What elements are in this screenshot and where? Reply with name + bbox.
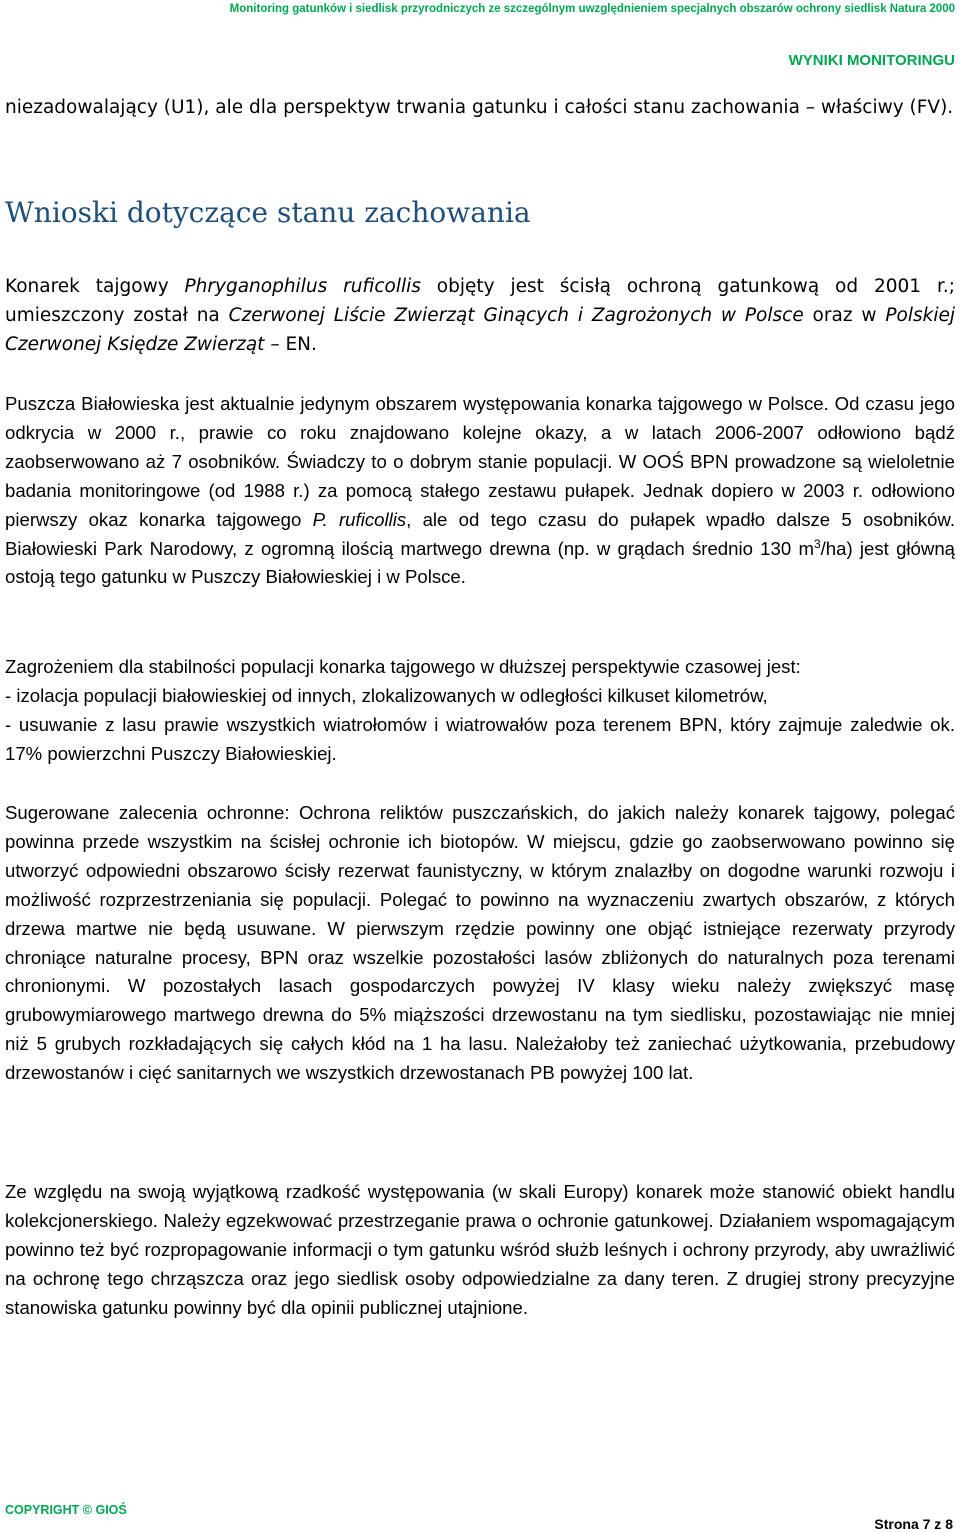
trade-text: Ze względu na swoją wyjątkową rzadkość występowania (w skali Europy) konarek może stanowić obiekt handlu kolekcjonerskiego. Należy egzekwować przestrzeganie prawa o ochronie gatunkowej. Działaniem wspomagającym powinno też być rozpropagowanie informacji o tym gatunku wśród służb leśnych i ochrony przyrody, aby uwrażliwić na ochronę tego chrząszcza oraz jego siedlisk osoby odpowiedzialne za dany teren. Z drugiej strony precyzyjne stanowiska gatunku powinny być dla opinii publicznej utajnione. (5, 1181, 955, 1318)
text-span: – EN. (264, 334, 317, 355)
red-list-title: Czerwonej Liście Zwierząt Ginących i Zagrożonych w Polsce (228, 305, 804, 326)
recommendations-paragraph (5, 799, 955, 1088)
text-span: oraz w (803, 305, 886, 326)
text-span: /ha) jest główną ostoją tego gatunku w Puszczy Białowieskiej i w Polsce. (5, 537, 955, 588)
protection-paragraph (5, 272, 955, 359)
text-span: objęty jest ścisłą ochroną gatunkową od 2001 r.; umieszczony został na (5, 276, 955, 326)
protection-text (5, 272, 955, 359)
copyright-label: COPYRIGHT © GIOŚ (5, 1503, 127, 1517)
distribution-text (5, 390, 955, 592)
text-span: Konarek tajgowy (5, 276, 185, 297)
text-span: Puszcza Białowieska jest aktualnie jedynym obszarem występowania konarka tajgowego w Polsce. Od czasu jego odkrycia w 2000 r., prawie co roku znajdowano kolejne okazy, a w latach 2006-2007 odłowiono bądź zaobserwowano aż 7 osobników. Świadczy to o dobrym stanie populacji. W OOŚ BPN prowadzone są wieloletnie badania monitoringowe (od 1988 r.) za pomocą stałego zestawu pułapek. Jednak dopiero w 2003 r. odłowiono pierwszy okaz konarka tajgowego (5, 393, 955, 530)
species-name: Phryganophilus ruficollis (184, 276, 421, 297)
intro-text: niezadowalający (U1), ale dla perspektyw trwania gatunku i całości stanu zachowania – właściwy (FV). (5, 97, 954, 118)
trade-paragraph (5, 1178, 955, 1323)
intro-paragraph (5, 93, 955, 122)
red-book-title: Polskiej Czerwonej Księdze Zwierząt (5, 305, 955, 355)
threats-line-1: Zagrożeniem dla stabilności populacji konarka tajgowego w dłuższej perspektywie czasowej jest: (5, 656, 801, 677)
species-abbrev: P. ruficollis (312, 508, 407, 530)
threats-line-3: - usuwanie z lasu prawie wszystkich wiatrołomów i wiatrowałów poza terenem BPN, który zajmuje zaledwie ok. 17% powierzchni Puszczy Białowieskiej. (5, 713, 955, 764)
section-heading: Wnioski dotyczące stanu zachowania (5, 196, 531, 229)
threats-paragraph (5, 653, 955, 769)
superscript: 3 (813, 536, 821, 551)
threats-line-2: - izolacja populacji białowieskiej od innych, zlokalizowanych w odległości kilkuset kilometrów, (5, 684, 768, 706)
page-number: Strona 7 z 8 (874, 1516, 953, 1532)
text-span: , ale od tego czasu do pułapek wpadło dalsze 5 osobników. Białowieski Park Narodowy, z ogromną ilością martwego drewna (np. w grądach średnio 130 m (5, 508, 955, 559)
distribution-paragraph (5, 390, 955, 592)
section-label: WYNIKI MONITORINGU (788, 52, 955, 69)
header-title: Monitoring gatunków i siedlisk przyrodniczych ze szczególnym uwzględnieniem specjalnych obszarów ochrony siedlisk Natura 2000 (229, 3, 955, 15)
recommendations-text: Sugerowane zalecenia ochronne: Ochrona reliktów puszczańskich, do jakich należy konarek tajgowy, polegać powinna przede wszystkim na ścisłej ochronie ich biotopów. W miejscu, gdzie go zaobserwowano powinno się utworzyć odpowiedni obszarowo ścisły rezerwat faunistyczny, w którym znalazłby on dogodne warunki rozwoju i możliwość rozprzestrzeniania się populacji. Polegać to powinno na wyznaczeniu zwartych obszarów, z których drzewa martwe nie będą usuwane. W pierwszym rzędzie powinny one objąć istniejące rezerwaty przyrody chroniące naturalne procesy, BPN oraz wszelkie pozostałości lasów zbliżonych do naturalnych poza terenami chronionymi. W pozostałych lasach gospodarczych powyżej IV klasy wieku należy zwiększyć masę grubowymiarowego martwego drewna do 5% miąższości drzewostanu na tym siedlisku, pozostawiając nie mniej niż 5 grubych rozkładających się całych kłód na 1 ha lasu. Należałoby też zaniechać użytkowania, przebudowy drzewostanów i cięć sanitarnych we wszystkich drzewostanach PB powyżej 100 lat. (5, 802, 955, 1084)
